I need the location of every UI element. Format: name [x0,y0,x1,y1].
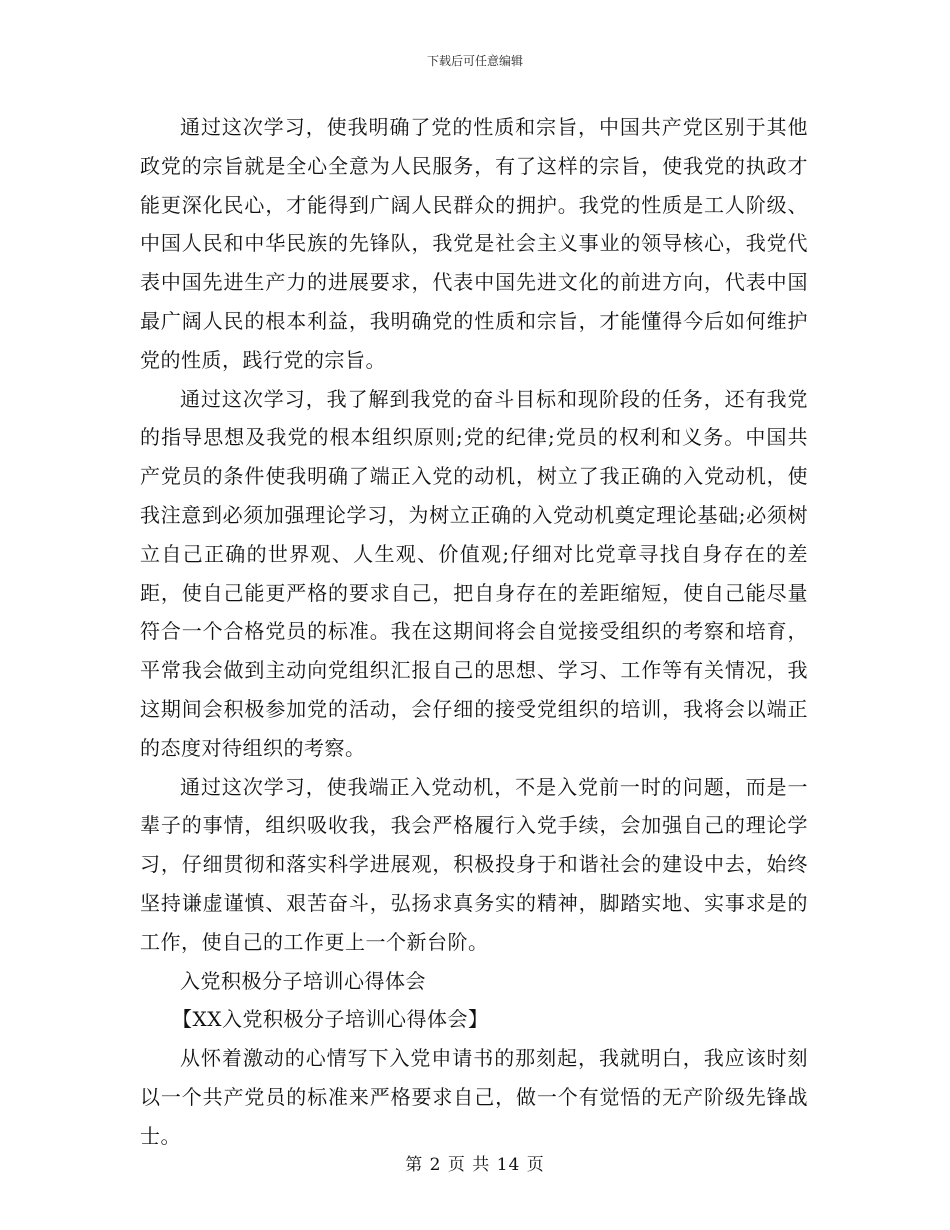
paragraph-3: 通过这次学习，使我端正入党动机，不是入党前一时的问题，而是一辈子的事情，组织吸收我，我会严格履行入党手续，会加强自己的理论学习，仔细贯彻和落实科学进展观，积极投身于和谐社会的建设中去，始终坚持谦虚谨慎、艰苦奋斗，弘扬求真务实的精神，脚踏实地、实事求是的工作，使自己的工作更上一个新台阶。 [140,774,808,954]
page-footer: 第 2 页 共 14 页 [405,1155,545,1175]
header-note: 下载后可任意编辑 [426,54,523,68]
bracket-title: 【XX入党积极分子培训心得体会】 [172,1007,489,1032]
section-title: 入党积极分子培训心得体会 [180,968,426,993]
paragraph-4: 从怀着激动的心情写下入党申请书的那刻起，我就明白，我应该时刻以一个共产党员的标准来严格要求自己，做一个有觉悟的无产阶级先锋战士。 [140,1046,808,1148]
document-body [140,108,808,1156]
paragraph-1: 通过这次学习，使我明确了党的性质和宗旨，中国共产党区别于其他政党的宗旨就是全心全意为人民服务，有了这样的宗旨，使我党的执政才能更深化民心，才能得到广阔人民群众的拥护。我党的性质是工人阶级、中国人民和中华民族的先锋队，我党是社会主义事业的领导核心，我党代表中国先进生产力的进展要求，代表中国先进文化的前进方向，代表中国最广阔人民的根本利益，我明确党的性质和宗旨，才能懂得今后如何维护党的性质，践行党的宗旨。 [140,115,808,372]
paragraph-2: 通过这次学习，我了解到我党的奋斗目标和现阶段的任务，还有我党的指导思想及我党的根本组织原则;党的纪律;党员的权利和义务。中国共产党员的条件使我明确了端正入党的动机，树立了我正确的入党动机，使我注意到必须加强理论学习，为树立正确的入党动机奠定理论基础;必须树立自己正确的世界观、人生观、价值观;仔细对比党章寻找自身存在的差距，使自己能更严格的要求自己，把自身存在的差距缩短，使自己能尽量符合一个合格党员的标准。我在这期间将会自觉接受组织的考察和培育，平常我会做到主动向党组织汇报自己的思想、学习、工作等有关情况，我这期间会积极参加党的活动，会仔细的接受党组织的培训，我将会以端正的态度对待组织的考察。 [140,386,808,760]
